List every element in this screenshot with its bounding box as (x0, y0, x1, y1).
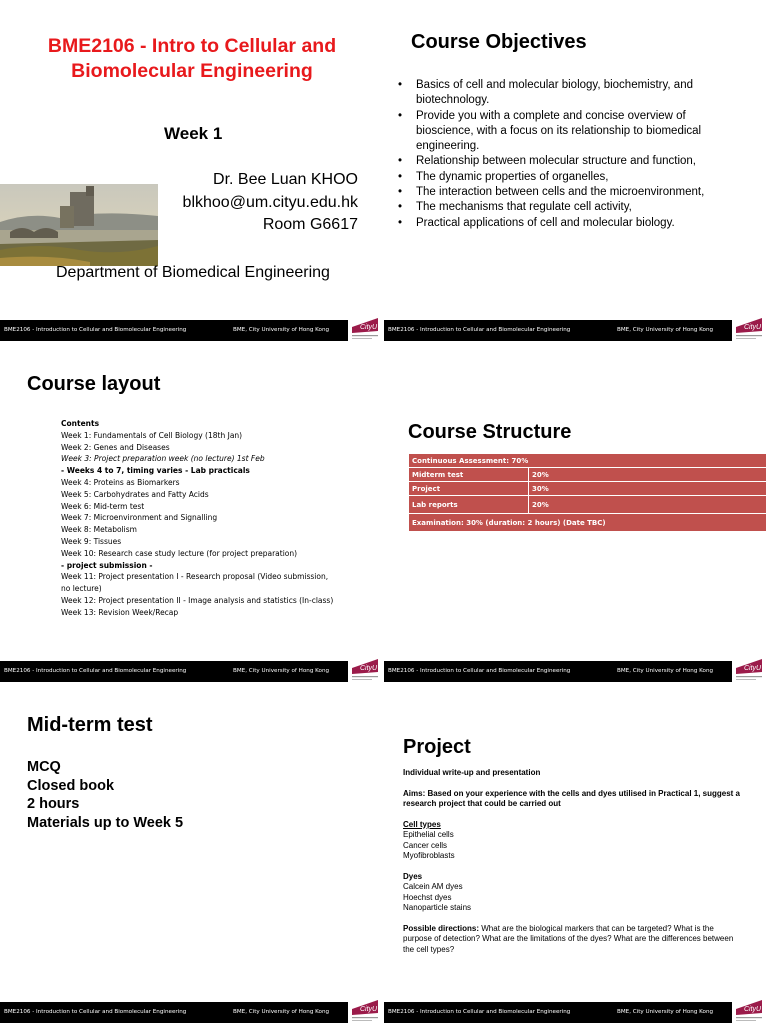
logo-text: CityU (360, 1006, 378, 1013)
slide-title: Course layout (27, 373, 161, 395)
objective-item: • Practical applications of cell and molecular biology. (396, 216, 746, 231)
cityu-logo (732, 313, 768, 341)
contents-line: - project submission - (61, 560, 153, 570)
table-row (409, 454, 767, 468)
castle-photo (0, 184, 158, 266)
objective-item: • Basics of cell and molecular biology, biochemistry, and biotechnology. (396, 78, 746, 109)
contents-line: Week 7: Microenvironment and Signalling (61, 513, 218, 523)
footer-institution: BME, City University of Hong Kong (233, 327, 330, 333)
cell-type-item: Cancer cells (403, 840, 448, 850)
slide-course-layout (0, 341, 384, 682)
table-row (409, 468, 767, 482)
contents-line: Week 6: Mid-term test (61, 501, 145, 511)
dye-item: Calcein AM dyes (403, 882, 463, 891)
midterm-details (27, 758, 183, 832)
assessment-table (408, 453, 767, 532)
slide-title: Course Structure (408, 421, 572, 443)
contents-line: Week 13: Revision Week/Recap (61, 607, 179, 617)
contents-line: Week 5: Carbohydrates and Fatty Acids (61, 489, 209, 499)
lecturer-email[interactable]: blkhoo@um.cityu.edu.hk (182, 193, 358, 211)
table-row (409, 496, 767, 514)
objective-item: • Relationship between molecular structure and function, (396, 154, 746, 169)
contents-line: Week 1: Fundamentals of Cell Biology (18th Jan) (61, 430, 243, 440)
cell-type-item: Epithelial cells (403, 830, 454, 839)
cell-type-item: Myofibroblasts (403, 851, 455, 860)
contents-line: Week 11: Project presentation I - Research proposal (Video submission, (61, 572, 329, 582)
footer-institution: BME, City University of Hong Kong (617, 327, 714, 333)
objectives-list (396, 78, 746, 231)
assessment-value: 20% (529, 496, 767, 514)
assessment-value: 30% (529, 482, 767, 496)
footer-institution: BME, City University of Hong Kong (617, 668, 714, 674)
cityu-logo (348, 654, 384, 682)
assessment-value: 20% (529, 468, 767, 482)
project-body (403, 768, 743, 955)
course-title-line1: BME2106 - Intro to Cellular and (47, 35, 337, 57)
slide-title: Course Objectives (411, 31, 587, 53)
dye-item: Nanoparticle stains (403, 903, 472, 912)
directions-text: What are the biological markers that can be targeted? What is the purpose of detection? What are the limitations of the dyes? What are the differences between the cell types? (403, 923, 734, 954)
contents-line: Week 12: Project presentation II - Image analysis and statistics (In-class) (61, 595, 334, 605)
assessment-label: Project (409, 482, 529, 496)
footer-institution: BME, City University of Hong Kong (233, 1009, 330, 1015)
slide-title (0, 0, 384, 341)
midterm-line: 2 hours (27, 796, 80, 812)
assessment-label: Midterm test (409, 468, 529, 482)
objective-item: • The mechanisms that regulate cell activity, (396, 200, 746, 215)
contents-line: - Weeks 4 to 7, timing varies - Lab practicals (61, 466, 250, 476)
logo-text: CityU (744, 324, 762, 331)
dye-item: Hoechst dyes (403, 892, 452, 902)
footer-course: BME2106 - Introduction to Cellular and Biomolecular Engineering (4, 1009, 187, 1015)
table-row (409, 482, 767, 496)
directions-label: Possible directions: (403, 923, 480, 933)
midterm-line: Materials up to Week 5 (27, 814, 184, 831)
logo-text: CityU (744, 665, 762, 672)
lecturer-name: Dr. Bee Luan KHOO (213, 171, 358, 188)
possible-directions (403, 924, 743, 956)
contents-line: Week 9: Tissues (61, 536, 122, 546)
slide-course-structure (384, 341, 768, 682)
week-label: Week 1 (164, 124, 223, 143)
contents-heading: Contents (61, 419, 100, 428)
lecturer-room: Room G6617 (262, 216, 358, 233)
department-name: Department of Biomedical Engineering (56, 264, 330, 281)
contents-line: Week 3: Project preparation week (no lecture) 1st Feb (61, 454, 265, 464)
cityu-logo (348, 995, 384, 1023)
objective-item: • The dynamic properties of organelles, (396, 170, 746, 185)
footer-course: BME2106 - Introduction to Cellular and Biomolecular Engineering (388, 327, 571, 333)
course-title (0, 34, 384, 84)
footer-course: BME2106 - Introduction to Cellular and Biomolecular Engineering (388, 668, 571, 674)
footer-course: BME2106 - Introduction to Cellular and Biomolecular Engineering (4, 327, 187, 333)
slide-footer (0, 661, 384, 682)
contact-block (183, 169, 358, 237)
table-row (409, 514, 767, 532)
course-title-line2: Biomolecular Engineering (71, 60, 313, 82)
project-aims: Aims: Based on your experience with the cells and dyes utilised in Practical 1, suggest a research project that could be carried out (403, 788, 740, 808)
slide-project (384, 682, 768, 1023)
slide-footer (384, 661, 768, 682)
logo-text: CityU (360, 324, 378, 331)
footer-institution: BME, City University of Hong Kong (617, 1009, 714, 1015)
objective-item: • Provide you with a complete and concise overview of bioscience, with a focus on its relationship to biomedical engineering. (396, 109, 746, 155)
logo-text: CityU (360, 665, 378, 672)
dyes-heading: Dyes (403, 871, 423, 881)
contents-line: Week 2: Genes and Diseases (61, 442, 170, 452)
cityu-logo (732, 995, 768, 1023)
slide-title: Mid-term test (27, 714, 153, 736)
midterm-line: MCQ (27, 759, 61, 775)
contents-line: Week 10: Research case study lecture (for project preparation) (61, 548, 298, 558)
slide-title: Project (403, 736, 471, 758)
footer-course: BME2106 - Introduction to Cellular and Biomolecular Engineering (4, 668, 187, 674)
footer-course: BME2106 - Introduction to Cellular and Biomolecular Engineering (388, 1009, 571, 1015)
contents-line: Week 4: Proteins as Biomarkers (61, 477, 180, 487)
slide-course-objectives (384, 0, 768, 341)
logo-text: CityU (744, 1006, 762, 1013)
contents-block (61, 418, 333, 619)
objective-item: • The interaction between cells and the microenvironment, (396, 185, 746, 200)
footer-institution: BME, City University of Hong Kong (233, 668, 330, 674)
midterm-line: Closed book (27, 777, 115, 794)
slide-footer (0, 1002, 384, 1023)
slide-footer (384, 320, 768, 341)
slide-footer (384, 1002, 768, 1023)
continuous-assessment-cell: Continuous Assessment: 70% (409, 454, 767, 468)
cell-types-heading: Cell types (403, 819, 441, 829)
contents-line: no lecture) (61, 584, 102, 594)
cityu-logo (348, 313, 384, 341)
examination-cell: Examination: 30% (duration: 2 hours) (Date TBC) (409, 514, 767, 532)
slide-mid-term-test (0, 682, 384, 1023)
project-subtitle: Individual write-up and presentation (403, 768, 541, 777)
slide-footer (0, 320, 384, 341)
contents-line: Week 8: Metabolism (61, 525, 137, 535)
cityu-logo (732, 654, 768, 682)
assessment-label: Lab reports (409, 496, 529, 514)
